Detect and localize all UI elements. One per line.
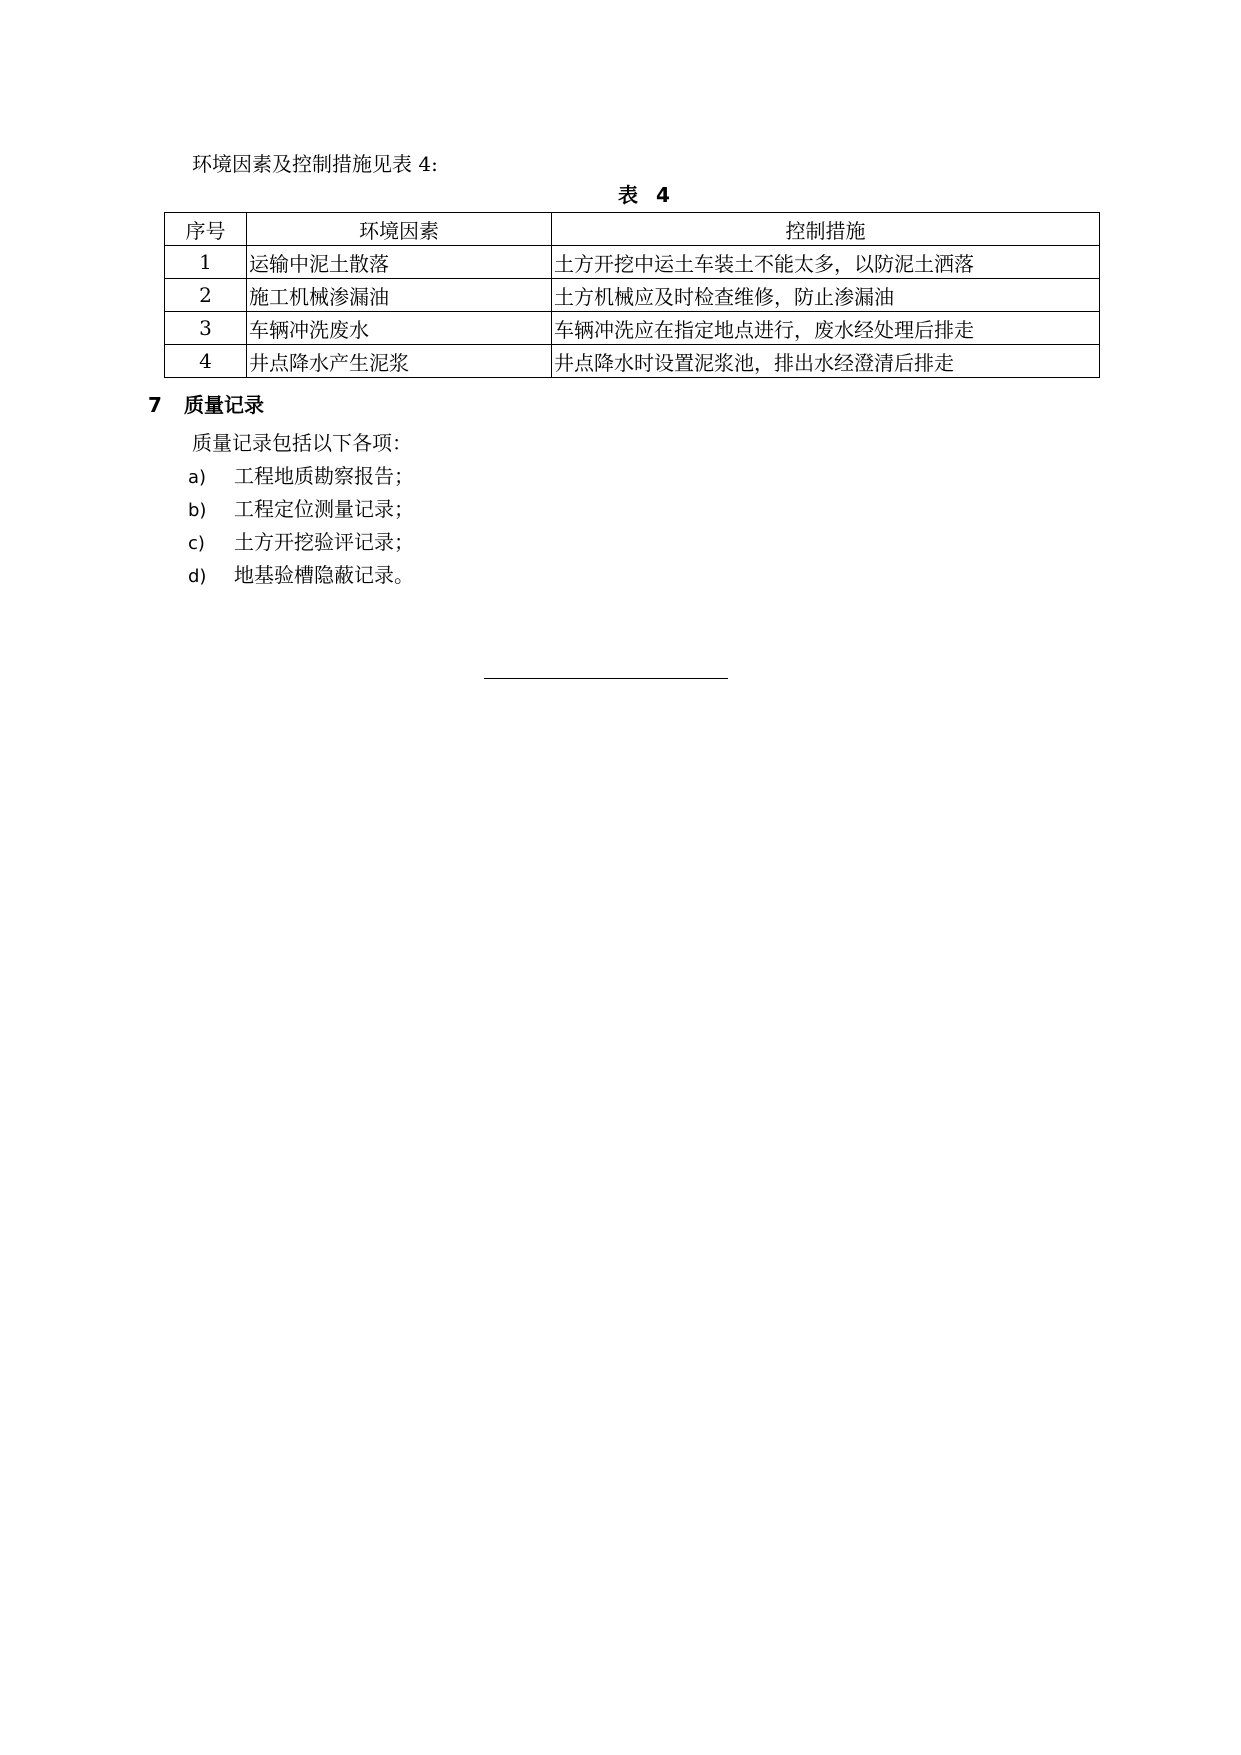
list-item-text: 土方开挖验评记录； (234, 530, 414, 554)
table-row (165, 246, 1100, 279)
list-item-text: 地基验槽隐蔽记录。 (234, 563, 414, 587)
row-factor: 运输中泥土散落 (247, 246, 552, 279)
table-caption-label: 表 (618, 183, 639, 207)
row-measure: 车辆冲洗应在指定地点进行，废水经处理后排走 (552, 312, 1100, 345)
list-marker: a) (188, 467, 207, 488)
table-caption-number: 4 (656, 183, 670, 207)
row-measure: 井点降水时设置泥浆池，排出水经澄清后排走 (552, 345, 1100, 378)
row-index: 3 (165, 312, 247, 345)
intro-paragraph: 环境因素及控制措施见表 4: (192, 152, 438, 176)
header-factor: 环境因素 (247, 213, 552, 246)
header-measure: 控制措施 (552, 213, 1100, 246)
row-index: 1 (165, 246, 247, 279)
list-item (188, 561, 414, 594)
table-row (165, 279, 1100, 312)
section-intro: 质量记录包括以下各项： (192, 431, 412, 455)
list-item (188, 462, 414, 495)
row-index: 2 (165, 279, 247, 312)
section-title: 质量记录 (184, 393, 264, 417)
row-factor: 施工机械渗漏油 (247, 279, 552, 312)
table-row (165, 312, 1100, 345)
end-divider (484, 678, 728, 679)
list-item-text: 工程定位测量记录； (234, 497, 414, 521)
header-index: 序号 (165, 213, 247, 246)
section-number: 7 (148, 393, 162, 417)
table-header-row (165, 213, 1100, 246)
row-measure: 土方机械应及时检查维修，防止渗漏油 (552, 279, 1100, 312)
table-caption (0, 182, 1241, 208)
section-heading (148, 391, 264, 419)
row-measure: 土方开挖中运土车装土不能太多，以防泥土洒落 (552, 246, 1100, 279)
list-marker: d) (188, 566, 207, 587)
environment-factors-table (164, 212, 1100, 378)
list-marker: c) (188, 533, 205, 554)
list-item (188, 528, 414, 561)
row-factor: 车辆冲洗废水 (247, 312, 552, 345)
quality-records-list (188, 462, 414, 594)
list-item (188, 495, 414, 528)
table-row (165, 345, 1100, 378)
list-marker: b) (188, 500, 207, 521)
row-index: 4 (165, 345, 247, 378)
row-factor: 井点降水产生泥浆 (247, 345, 552, 378)
list-item-text: 工程地质勘察报告； (234, 464, 414, 488)
